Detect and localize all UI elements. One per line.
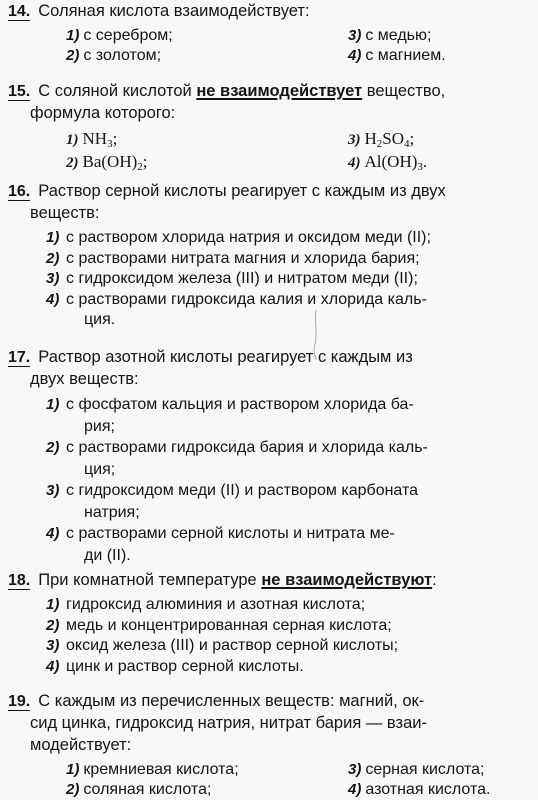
question-text: Раствор серной кислоты реагирует с каждым из двух bbox=[38, 182, 446, 200]
option-4[interactable] bbox=[348, 151, 538, 174]
option-text: с раствором хлорида натрия и оксидом меди (II); bbox=[66, 229, 431, 246]
option-text: с растворами гидроксида калия и хлорида каль- bbox=[66, 290, 427, 308]
option-4-continuation: ция. bbox=[84, 311, 116, 328]
question-text: С соляной кислотой bbox=[38, 82, 192, 100]
subscript: 4 bbox=[404, 138, 410, 150]
option-3[interactable] bbox=[46, 480, 530, 502]
question-text: С каждым из перечисленных веществ: магний, ок- bbox=[38, 692, 425, 710]
option-label: 1) bbox=[66, 27, 80, 44]
punct: ; bbox=[409, 129, 415, 148]
question-text-line3: модействует: bbox=[30, 736, 132, 754]
option-2-continuation: ция; bbox=[84, 460, 116, 478]
option-label: 4) bbox=[46, 290, 60, 308]
option-text: с золотом; bbox=[83, 47, 162, 64]
pencil-mark-icon bbox=[312, 310, 320, 360]
option-label: 3) bbox=[348, 132, 361, 148]
option-2[interactable] bbox=[66, 151, 348, 174]
options-grid bbox=[8, 26, 530, 66]
subscript: 3 bbox=[107, 138, 113, 150]
option-text: соляная кислота; bbox=[83, 781, 212, 798]
punct: ; bbox=[112, 129, 118, 148]
option-label: 3) bbox=[46, 482, 60, 499]
option-label: 2) bbox=[46, 439, 60, 456]
option-label: 4) bbox=[348, 155, 361, 171]
question-16 bbox=[8, 180, 530, 331]
subscript: 3 bbox=[417, 161, 423, 173]
question-number: 14. bbox=[8, 3, 31, 20]
option-label: 1) bbox=[66, 132, 79, 148]
option-text: с растворами нитрата магния и хлорида бария; bbox=[66, 249, 420, 267]
subscript: 2 bbox=[376, 138, 383, 150]
option-label: 4) bbox=[348, 47, 362, 64]
option-1[interactable] bbox=[66, 26, 348, 46]
question-text-line2: веществ: bbox=[30, 204, 100, 222]
option-label: 3) bbox=[348, 761, 362, 778]
option-text: с растворами гидроксида бария и хлорида каль- bbox=[66, 439, 428, 456]
option-text: азотная кислота. bbox=[365, 781, 491, 798]
option-text: серная кислота; bbox=[365, 761, 485, 778]
option-label: 2) bbox=[66, 781, 80, 798]
question-19 bbox=[8, 690, 530, 800]
option-2[interactable] bbox=[46, 437, 530, 459]
question-18 bbox=[8, 569, 530, 677]
punct: . bbox=[422, 152, 428, 171]
option-label: 1) bbox=[46, 229, 60, 246]
question-number: 16. bbox=[8, 183, 31, 200]
question-text-end: : bbox=[432, 571, 437, 589]
option-text: с гидроксидом меди (II) и раствором карбоната bbox=[66, 482, 419, 499]
question-text-line2: сид цинка, гидроксид натрия, нитрат бария — взаи- bbox=[30, 714, 427, 732]
options-grid bbox=[8, 128, 530, 174]
option-text: с гидроксидом железа (III) и нитратом меди (II); bbox=[66, 270, 418, 287]
option-text: оксид железа (III) и раствор серной кислоты; bbox=[66, 637, 399, 654]
option-label: 2) bbox=[66, 155, 79, 171]
option-1[interactable] bbox=[46, 394, 530, 416]
option-label: 4) bbox=[348, 781, 362, 798]
option-text: гидроксид алюминия и азотная кислота; bbox=[66, 596, 366, 613]
question-15 bbox=[8, 80, 530, 174]
option-text: кремниевая кислота; bbox=[83, 761, 239, 778]
option-3[interactable] bbox=[348, 760, 538, 780]
option-1[interactable] bbox=[66, 128, 348, 151]
option-4-continuation: ди (II). bbox=[84, 546, 131, 564]
formula: H bbox=[364, 129, 377, 148]
option-label: 4) bbox=[46, 657, 60, 675]
formula: Ba(OH) bbox=[82, 152, 138, 171]
option-label: 3) bbox=[348, 27, 362, 44]
options-list bbox=[8, 595, 530, 677]
option-label: 1) bbox=[46, 396, 60, 413]
option-4[interactable] bbox=[46, 290, 530, 311]
option-2[interactable] bbox=[66, 46, 348, 66]
option-label: 2) bbox=[46, 616, 60, 634]
formula-part: SO bbox=[382, 129, 405, 148]
option-1-continuation: рия; bbox=[84, 417, 115, 435]
question-number: 15. bbox=[8, 83, 31, 100]
option-3[interactable] bbox=[348, 26, 538, 46]
option-text: с растворами серной кислоты и нитрата ме- bbox=[66, 525, 395, 542]
question-17 bbox=[8, 346, 530, 566]
option-4[interactable] bbox=[348, 46, 538, 66]
option-1[interactable] bbox=[46, 228, 530, 249]
question-text: Соляная кислота взаимодействует: bbox=[38, 2, 310, 20]
option-4[interactable] bbox=[348, 780, 538, 800]
option-label: 2) bbox=[46, 249, 60, 267]
question-number: 17. bbox=[8, 349, 31, 366]
punct: ; bbox=[142, 152, 148, 171]
option-3[interactable] bbox=[46, 269, 530, 290]
option-text: с медью; bbox=[365, 27, 432, 44]
question-14 bbox=[8, 0, 530, 66]
option-label: 1) bbox=[46, 596, 60, 613]
option-text: медь и концентрированная серная кислота; bbox=[66, 616, 392, 634]
question-number: 19. bbox=[8, 693, 31, 710]
option-2[interactable] bbox=[46, 616, 530, 637]
formula: Al(OH) bbox=[364, 152, 418, 171]
option-label: 4) bbox=[46, 525, 60, 542]
subscript: 2 bbox=[137, 161, 143, 173]
options-list bbox=[8, 394, 530, 566]
question-text: При комнатной температуре bbox=[38, 571, 257, 589]
option-label: 2) bbox=[66, 47, 80, 64]
question-text: Раствор азотной кислоты реагирует с каждым из bbox=[38, 348, 413, 366]
option-3[interactable] bbox=[348, 128, 538, 151]
option-label: 3) bbox=[46, 270, 60, 287]
options-list bbox=[8, 228, 530, 331]
option-1[interactable] bbox=[66, 760, 348, 780]
question-text-line2: двух веществ: bbox=[30, 370, 139, 388]
option-text: с серебром; bbox=[83, 27, 173, 44]
option-1[interactable] bbox=[46, 595, 530, 616]
option-4[interactable] bbox=[46, 523, 530, 545]
option-text: с фосфатом кальция и раствором хлорида ба- bbox=[66, 396, 414, 413]
emphasis-text: не взаимодействуют bbox=[261, 571, 433, 589]
emphasis-text: не взаимодействует bbox=[196, 82, 363, 100]
options-grid bbox=[8, 760, 530, 800]
question-text-line2: формула которого: bbox=[30, 104, 176, 122]
option-3-continuation: натрия; bbox=[84, 503, 140, 521]
option-text: с магнием. bbox=[365, 47, 446, 64]
option-4[interactable] bbox=[46, 657, 530, 678]
option-2[interactable] bbox=[66, 780, 348, 800]
question-number: 18. bbox=[8, 572, 31, 589]
option-2[interactable] bbox=[46, 249, 530, 270]
option-label: 1) bbox=[66, 761, 80, 778]
option-label: 3) bbox=[46, 637, 60, 654]
option-text: цинк и раствор серной кислоты. bbox=[66, 657, 304, 675]
question-text-end: вещество, bbox=[366, 82, 446, 100]
option-3[interactable] bbox=[46, 636, 530, 657]
formula: NH bbox=[82, 129, 108, 148]
